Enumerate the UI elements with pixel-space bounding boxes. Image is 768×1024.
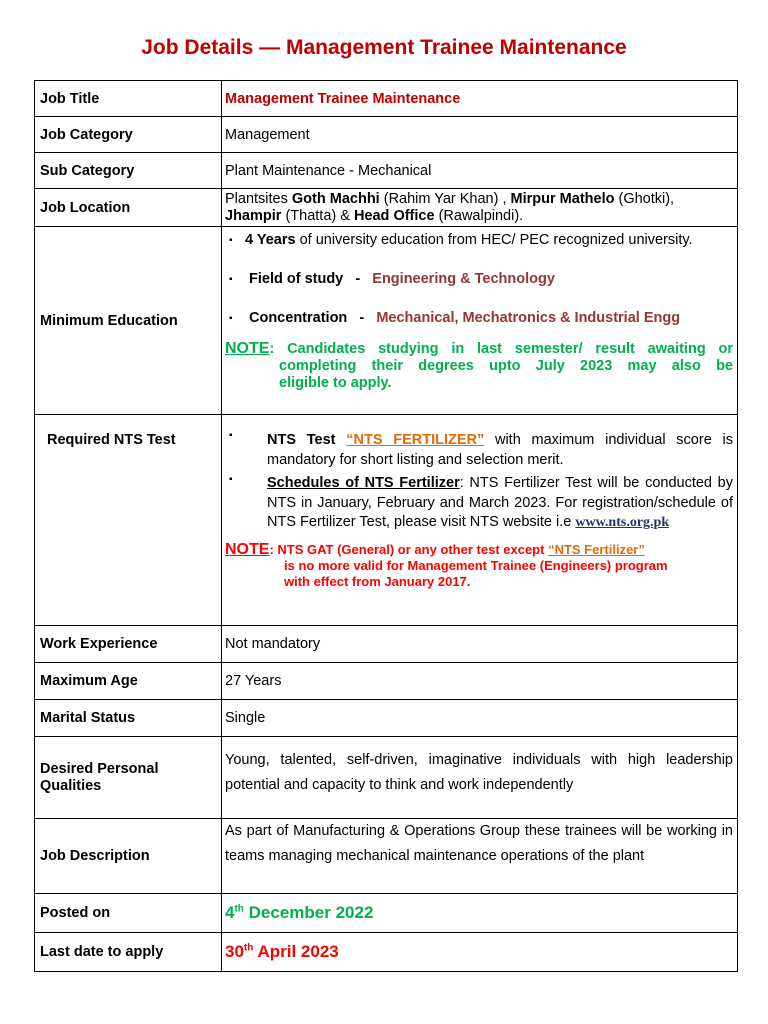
- list-item: ▪ Field of study - Engineering & Technology: [229, 271, 555, 287]
- row-label: Posted on: [35, 894, 222, 933]
- row-label: Sub Category: [35, 153, 222, 189]
- row-label: Desired Personal Qualities: [35, 737, 222, 819]
- row-label: Work Experience: [35, 626, 222, 663]
- table-row: [35, 117, 738, 153]
- education-note: NOTE: Candidates studying in last semester/ result awaiting or completing their degrees upto July 2023 may also be eligible to apply.: [225, 340, 733, 391]
- personal-qualities-value: Young, talented, self-driven, imaginative individuals with high leadership potential and capacity to think and work independently: [222, 737, 738, 819]
- table-row: [35, 189, 738, 227]
- last-date-value: 30th April 2023: [222, 933, 738, 972]
- job-location-value: Plantsites Goth Machhi (Rahim Yar Khan) , Mirpur Mathelo (Ghotki), Jhampir (Thatta) & Head Office (Rawalpindi).: [222, 189, 738, 227]
- row-label: Job Description: [35, 819, 222, 894]
- posted-on-value: 4th December 2022: [222, 894, 738, 933]
- row-label: Job Title: [35, 81, 222, 117]
- table-row: [35, 700, 738, 737]
- page-title: Job Details — Management Trainee Maintenance: [141, 36, 627, 59]
- job-title-value: Management Trainee Maintenance: [222, 81, 738, 117]
- row-label: Required NTS Test: [35, 415, 222, 626]
- row-label: Maximum Age: [35, 663, 222, 700]
- table-row: [35, 933, 738, 972]
- marital-status-value: Single: [222, 700, 738, 737]
- minimum-education-value: [222, 227, 738, 415]
- table-row: [35, 227, 738, 415]
- table-row: [35, 663, 738, 700]
- row-label: Job Location: [35, 189, 222, 227]
- table-row: [35, 737, 738, 819]
- table-row: [35, 819, 738, 894]
- row-label: Last date to apply: [35, 933, 222, 972]
- bullet-icon: ▪: [229, 274, 233, 285]
- nts-website-link[interactable]: www.nts.org.pk: [575, 515, 670, 530]
- nts-note: NOTE: NTS GAT (General) or any other test except “NTS Fertilizer” is no more valid for Management Trainee (Engineers) program with effect from January 2017.: [225, 540, 668, 589]
- table-row: [35, 626, 738, 663]
- nts-test-value: [222, 415, 738, 626]
- row-label: Minimum Education: [35, 227, 222, 415]
- table-row: [35, 415, 738, 626]
- bullet-icon: ▪: [229, 235, 233, 246]
- job-category-value: Management: [222, 117, 738, 153]
- table-row: [35, 894, 738, 933]
- work-experience-value: Not mandatory: [222, 626, 738, 663]
- list-item: ▪ Concentration - Mechanical, Mechatronics & Industrial Engg: [229, 310, 681, 326]
- row-label: Job Category: [35, 117, 222, 153]
- list-item: ▪ 4 Years of university education from HEC/ PEC recognized university.: [229, 232, 693, 248]
- row-label: Marital Status: [35, 700, 222, 737]
- list-item: ▪ Schedules of NTS Fertilizer: NTS Fertilizer Test will be conducted by NTS in January, February and March 2023. For registration/schedule of NTS Fertilizer Test, please visit NTS website i.e www.nts.org.pk: [225, 474, 733, 533]
- sub-category-value: Plant Maintenance - Mechanical: [222, 153, 738, 189]
- table-row: [35, 81, 738, 117]
- bullet-icon: ▪: [229, 430, 233, 441]
- job-description-value: As part of Manufacturing & Operations Group these trainees will be working in teams managing mechanical maintenance operations of the plant: [222, 819, 738, 894]
- bullet-icon: ▪: [229, 313, 233, 324]
- list-item: ▪ NTS Test “NTS FERTILIZER” with maximum individual score is mandatory for short listing and selection merit.: [225, 430, 733, 470]
- maximum-age-value: 27 Years: [222, 663, 738, 700]
- bullet-icon: ▪: [229, 474, 233, 485]
- table-row: [35, 153, 738, 189]
- job-details-table: [34, 80, 738, 972]
